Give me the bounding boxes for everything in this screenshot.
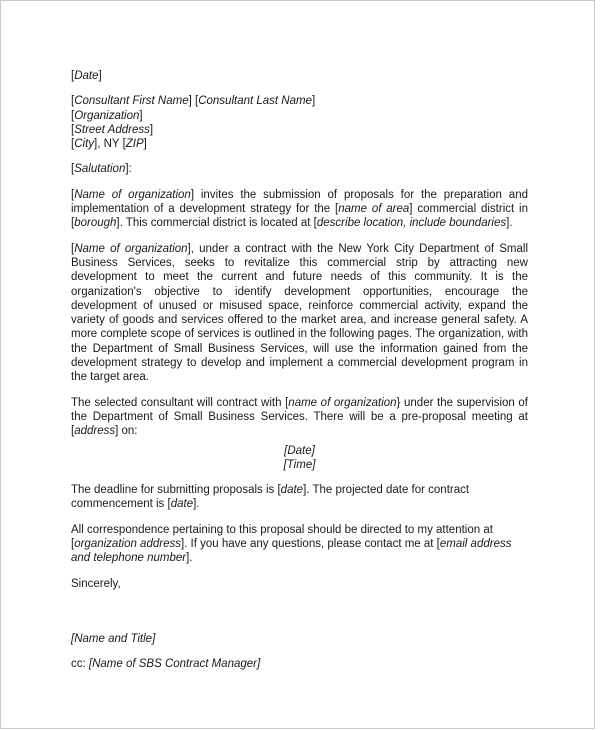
recipient-address (71, 94, 528, 151)
placeholder-text: Date (74, 70, 99, 82)
placeholder-text: [Time] (283, 458, 316, 471)
placeholder-text: Salutation (74, 163, 126, 176)
text-run: [ (71, 188, 75, 201)
text-run: ]. (186, 552, 193, 565)
text-run: ] on: (115, 425, 138, 438)
closing-sincerely (71, 577, 528, 591)
placeholder-text: Organization (74, 109, 140, 122)
text-run: ] [ (188, 95, 199, 108)
placeholder-text: name of area (338, 203, 410, 216)
text-line (71, 109, 528, 123)
text-run: [ (71, 70, 75, 82)
placeholder-text: address (74, 425, 116, 438)
salutation (71, 162, 528, 176)
paragraph-invitation (71, 188, 528, 231)
text-run: ] (312, 95, 316, 108)
text-run: } under the supervision of the Department of Small Business Services. There will be a pre-proposal meeting at [ (71, 396, 529, 438)
placeholder-text: ZIP (125, 138, 144, 151)
text-line (71, 69, 528, 83)
placeholder-text: Name of organization (74, 242, 188, 255)
text-line (71, 123, 528, 137)
text-run: [ (71, 242, 75, 255)
text-run: The selected consultant will contract with [ (71, 396, 289, 409)
text-run: ]. (193, 498, 200, 511)
text-line (71, 396, 528, 439)
paragraph-contract-supervision (71, 396, 528, 439)
text-line (71, 523, 528, 566)
text-run: ] (98, 70, 102, 82)
placeholder-text: borough (74, 217, 117, 230)
text-run: ]. (506, 217, 513, 230)
text-line (71, 188, 528, 231)
placeholder-text: date (280, 484, 304, 497)
text-run: ] (149, 123, 154, 136)
signature-name-title (71, 632, 528, 646)
text-line (71, 242, 528, 385)
text-line (71, 137, 528, 151)
text-line (71, 577, 528, 591)
date-placeholder (71, 69, 528, 83)
paragraph-deadline (71, 483, 528, 512)
placeholder-text: Consultant First Name (74, 95, 189, 108)
meeting-datetime (71, 444, 528, 473)
text-run: All correspondence pertaining to this proposal should be directed to my attention at [ (71, 523, 493, 551)
text-run: cc: (71, 658, 89, 671)
text-run: ] (143, 138, 147, 151)
placeholder-text: name of organization (288, 396, 397, 409)
text-run: ] (139, 109, 143, 122)
placeholder-text: [Name and Title] (71, 632, 156, 645)
text-line (71, 444, 528, 458)
placeholder-text: [Date] (284, 444, 315, 457)
text-run: ], under a contract with the New York City Department of Small Business Services, seeks to revitalize this commercial strip by attracting new development to meet the current and future needs of this community. It is the organization's objective to identify development opportunities, encourage the development of unused or misused space, reinforce commercial activity, expand the variety of goods and services offered to the market area, and increase general safety. A more complete scope of services is outlined in the following pages. The organization, with the Department of Small Business Services, will use the information gained from the development strategy to develop and implement a commercial development program in the target area. (71, 242, 529, 384)
placeholder-text: date (170, 498, 194, 511)
text-line (71, 162, 528, 176)
text-run: [ (71, 163, 75, 176)
placeholder-text: Name of organization (74, 188, 191, 201)
text-line (71, 94, 528, 108)
placeholder-text: Street Address (74, 123, 150, 136)
text-run: ]: (125, 163, 132, 176)
placeholder-text: organization address (74, 538, 181, 551)
text-run: [ (71, 95, 75, 108)
placeholder-text: Consultant Last Name (198, 95, 312, 108)
placeholder-text: describe location, include boundaries (316, 217, 507, 230)
cc-line (71, 657, 528, 671)
text-run: ] commercial district in [ (71, 203, 528, 230)
paragraph-revitalization (71, 242, 528, 385)
text-run: ]. This commercial district is located at [ (116, 217, 317, 230)
text-line (71, 657, 528, 671)
placeholder-text: [Name of SBS Contract Manager] (88, 658, 261, 671)
text-run: ] invites the submission of proposals for the preparation and implementation of a development strategy for the [ (71, 188, 528, 216)
placeholder-text: City (74, 138, 95, 151)
text-run: ]. If you have any questions, please contact me at [ (180, 538, 440, 551)
text-run: [ (71, 109, 75, 122)
text-run: ]. The projected date for contract commencement is [ (71, 484, 470, 511)
text-run: The deadline for submitting proposals is [ (71, 484, 281, 497)
paragraph-correspondence (71, 523, 528, 566)
text-run: Sincerely, (71, 577, 121, 590)
text-line (71, 458, 528, 472)
text-line (71, 483, 528, 512)
placeholder-text: email address and telephone number (71, 538, 512, 565)
text-run: [ (71, 138, 75, 151)
text-run: [ (71, 123, 75, 136)
text-run: ], NY [ (94, 138, 126, 151)
text-line (71, 632, 528, 646)
